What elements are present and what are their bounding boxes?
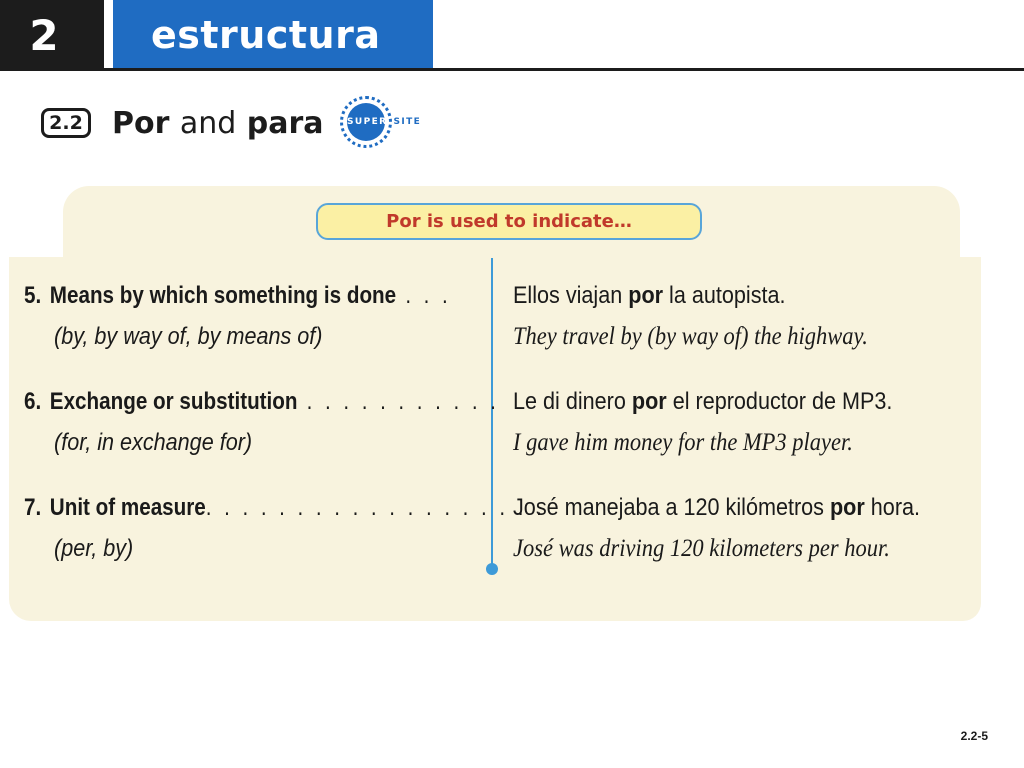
spanish-example-por: por bbox=[829, 494, 865, 521]
spanish-example-before: Ellos viajan bbox=[513, 282, 629, 309]
page-number: 2.2-5 bbox=[960, 729, 988, 743]
rule-leader-dots: . . . bbox=[396, 282, 452, 309]
column-divider-dot bbox=[486, 563, 498, 575]
supersite-logo-text bbox=[347, 115, 421, 129]
rule-label bbox=[24, 387, 500, 417]
english-translation: I gave him money for the MP3 player. bbox=[513, 429, 853, 456]
rule-number: 5. bbox=[24, 282, 42, 309]
pill-heading: Por is used to indicate… bbox=[316, 203, 702, 240]
rule-leader-dots: . . . . . . . . . . . . . . . . . . . bbox=[205, 494, 546, 521]
spanish-example bbox=[513, 387, 892, 417]
spanish-example bbox=[513, 281, 786, 311]
spanish-example-por: por bbox=[628, 282, 664, 309]
rule-label-text: Means by which something is done bbox=[49, 282, 397, 309]
rule-subtitle: (by, by way of, by means of) bbox=[54, 323, 323, 350]
rule-number: 6. bbox=[24, 388, 42, 415]
spanish-example-por: por bbox=[631, 388, 667, 415]
spanish-example-before: Le di dinero bbox=[513, 388, 632, 415]
section-title-por: Por bbox=[112, 106, 170, 141]
header-rule bbox=[0, 68, 1024, 71]
english-translation: José was driving 120 kilometers per hour. bbox=[513, 535, 890, 562]
section-title-para: para bbox=[246, 106, 324, 141]
rule-label bbox=[24, 493, 546, 523]
spanish-example-after: el reproductor de MP3. bbox=[666, 388, 893, 415]
rule-label bbox=[24, 281, 452, 311]
spanish-example-after: la autopista. bbox=[663, 282, 786, 309]
section-badge: 2.2 bbox=[41, 108, 91, 138]
rule-number: 7. bbox=[24, 494, 42, 521]
rule-label-text: Unit of measure bbox=[49, 494, 206, 521]
supersite-logo-text-site: SITE bbox=[393, 117, 422, 127]
spanish-example-before: José manejaba a 120 kilómetros bbox=[513, 494, 830, 521]
rule-label-text: Exchange or substitution bbox=[49, 388, 298, 415]
section-title-and: and bbox=[179, 106, 237, 141]
section-title bbox=[112, 104, 324, 144]
chapter-number: 2 bbox=[0, 0, 104, 70]
chapter-title: estructura bbox=[113, 0, 433, 70]
english-translation: They travel by (by way of) the highway. bbox=[513, 323, 868, 350]
rule-leader-dots: . . . . . . . . . . . bbox=[297, 388, 500, 415]
rule-subtitle: (for, in exchange for) bbox=[54, 429, 253, 456]
spanish-example-after: hora. bbox=[864, 494, 921, 521]
spanish-example bbox=[513, 493, 920, 523]
supersite-logo-text-super: SUPER bbox=[347, 117, 388, 127]
rule-subtitle: (per, by) bbox=[54, 535, 134, 562]
